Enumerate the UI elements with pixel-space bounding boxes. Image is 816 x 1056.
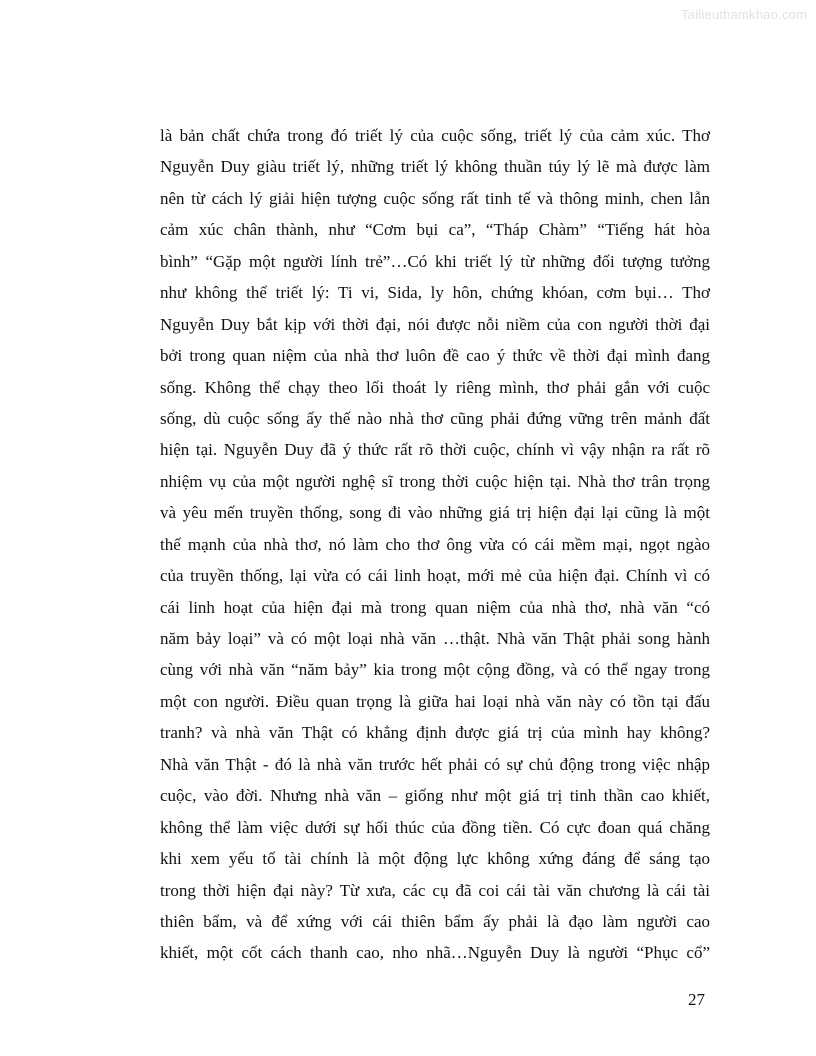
text-line: không thể làm việc dưới sự hối thúc của đồng tiền. Có cực đoan quá chăng: [160, 817, 710, 837]
text-line: và yêu mến truyền thống, song đi vào những giá trị hiện đại lại cũng là một: [160, 503, 710, 523]
text-line: khiết, một cốt cách thanh cao, nho nhã…Nguyễn Duy là người “Phục cổ”: [160, 943, 710, 963]
text-line: thế mạnh của nhà thơ, nó làm cho thơ ông vừa có cái mềm mại, ngọt ngào: [160, 534, 710, 554]
watermark-text: Tailieuthamkhao.com: [681, 7, 807, 22]
text-line: trong thời hiện đại này? Từ xưa, các cụ đã coi cái tài văn chương là cái tài: [160, 880, 710, 900]
text-line: tranh? và nhà văn Thật có khẳng định được giá trị của mình hay không?: [160, 723, 710, 743]
text-line: một con người. Điều quan trọng là giữa hai loại nhà văn này có tồn tại đấu: [160, 691, 710, 711]
text-line: Nguyễn Duy giàu triết lý, những triết lý không thuần túy lý lẽ mà được làm: [160, 157, 710, 177]
page-number: 27: [688, 990, 705, 1009]
text-line: cảm xúc chân thành, như “Cơm bụi ca”, “Tháp Chàm” “Tiếng hát hòa: [160, 220, 710, 240]
text-line: khi xem yếu tố tài chính là một động lực không xứng đáng để sáng tạo: [160, 849, 710, 869]
text-line: cuộc, vào đời. Nhưng nhà văn – giống như một giá trị tinh thần cao khiết,: [160, 786, 710, 806]
text-line: của truyền thống, lại vừa có cái linh hoạt, mới mẻ của hiện đại. Chính vì có: [160, 566, 710, 586]
text-line: sống. Không thể chạy theo lối thoát ly riêng mình, thơ phải gắn với cuộc: [160, 377, 710, 397]
text-line: như không thể triết lý: Ti vi, Sida, ly hôn, chứng khóan, cơm bụi… Thơ: [160, 283, 710, 303]
text-line: Nhà văn Thật - đó là nhà văn trước hết phải có sự chủ động trong việc nhập: [160, 754, 710, 774]
text-line: sống, dù cuộc sống ấy thế nào nhà thơ cũng phải đứng vững trên mảnh đất: [160, 408, 710, 428]
text-line: cái linh hoạt của hiện đại mà trong quan niệm của nhà thơ, nhà văn “có: [160, 597, 710, 617]
text-line: nên từ cách lý giải hiện tượng cuộc sống rất tinh tế và thông minh, chen lẫn: [160, 188, 710, 208]
text-line: Nguyễn Duy bắt kịp với thời đại, nói được nỗi niềm của con người thời đại: [160, 314, 710, 334]
text-line: là bản chất chứa trong đó triết lý của cuộc sống, triết lý của cảm xúc. Thơ: [160, 126, 710, 145]
text-line: hiện tại. Nguyễn Duy đã ý thức rất rõ thời cuộc, chính vì vậy nhận ra rất rõ: [160, 440, 710, 460]
text-line: nhiệm vụ của một người nghệ sĩ trong thời cuộc hiện tại. Nhà thơ trân trọng: [160, 471, 710, 491]
body-paragraph: [160, 120, 710, 969]
text-line: bình” “Gặp một người lính trẻ”…Có khi triết lý từ những đối tượng tưởng: [160, 251, 710, 271]
text-line: bởi trong quan niệm của nhà thơ luôn đề cao ý thức về thời đại mình đang: [160, 346, 710, 366]
text-line: năm bảy loại” và có một loại nhà văn …thật. Nhà văn Thật phải song hành: [160, 629, 710, 648]
text-line: cùng với nhà văn “năm bảy” kia trong một cộng đồng, và có thể ngay trong: [160, 660, 710, 680]
text-line: thiên bẩm, và để xứng với cái thiên bẩm ấy phải là đạo làm người cao: [160, 911, 710, 931]
